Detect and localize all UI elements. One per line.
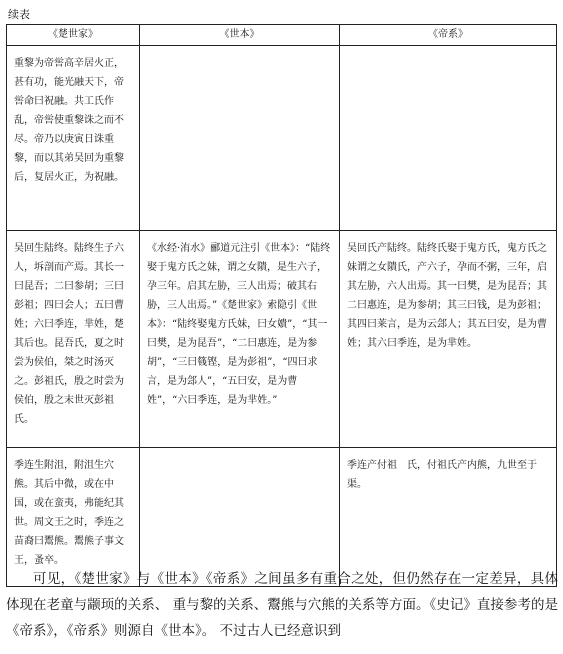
cell-shiben: 《水经·洧水》郦道元注引《世本》：“陆终娶于鬼方氏之妹，谓之女隤，是生六子，孕三年。启其左胁，三人出焉；破其右胁，三人出焉。”《楚世家》索隐引《世本》：“陆终娶鬼方氏妹，曰女嬇”，“其一曰樊，是为昆吾”，“二曰惠连，是为参胡”，“三曰篯铿，是为彭祖”，“四曰求言，是为郐人”，“五曰安，是为曹姓”，“六曰季连，是为芈姓。” [140,231,340,448]
cell-dixi [340,46,557,231]
header-chu-shijia: 《楚世家》 [7,25,140,46]
cell-chu-shijia: 吴回生陆终。陆终生子六人，坼剖而产焉。其长一曰昆吾；二曰参胡；三曰彭祖；四曰会人；五曰曹姓；六曰季连，芈姓，楚其后也。昆吾氏，夏之时尝为侯伯，桀之时汤灭之。彭祖氏，殷之时尝为侯伯，殷之末世灭彭祖氏。 [7,231,140,448]
comparison-table [6,24,557,587]
continued-table-label: 续表 [8,8,30,21]
table-header-row [7,25,557,46]
cell-chu-shijia: 季连生附沮，附沮生穴熊。其后中微，或在中国，或在蛮夷，弗能纪其世。周文王之时，季连之苗裔曰鬻熊。鬻熊子事文王，蚤卒。 [7,448,140,587]
table-row [7,231,557,448]
cell-dixi: 季连产付祖 氏，付祖氏产内熊，九世至于渠。 [340,448,557,587]
header-shiben: 《世本》 [140,25,340,46]
cell-chu-shijia: 重黎为帝喾高辛居火正，甚有功，能光融天下，帝喾命曰祝融。共工氏作乱，帝喾使重黎诛之而不尽。帝乃以庚寅日诛重黎，而以其弟吴回为重黎后，复居火正，为祝融。 [7,46,140,231]
cell-shiben [140,46,340,231]
header-dixi: 《帝系》 [340,25,557,46]
body-paragraph: 可见，《楚世家》与《世本》《帝系》之间虽多有重合之处，但仍然存在一定差异，具体体现在老童与颛顼的关系、 重与黎的关系、鬻熊与穴熊的关系等方面。《史记》直接参考的是《帝系》，《帝系》则源自《世本》。 不过古人已经意识到 [6,571,558,639]
table-row [7,46,557,231]
cell-dixi: 吴回氏产陆终。陆终氏娶于鬼方氏，鬼方氏之妹谓之女隤氏，产六子，孕而不粥，三年，启其左胁，六人出焉。其一曰樊，是为昆吾；其二曰惠连，是为参胡；其三曰钱，是为彭祖；其四曰莱言，是为云郐人；其五曰安，是为曹姓；其六曰季连，是为芈姓。 [340,231,557,448]
